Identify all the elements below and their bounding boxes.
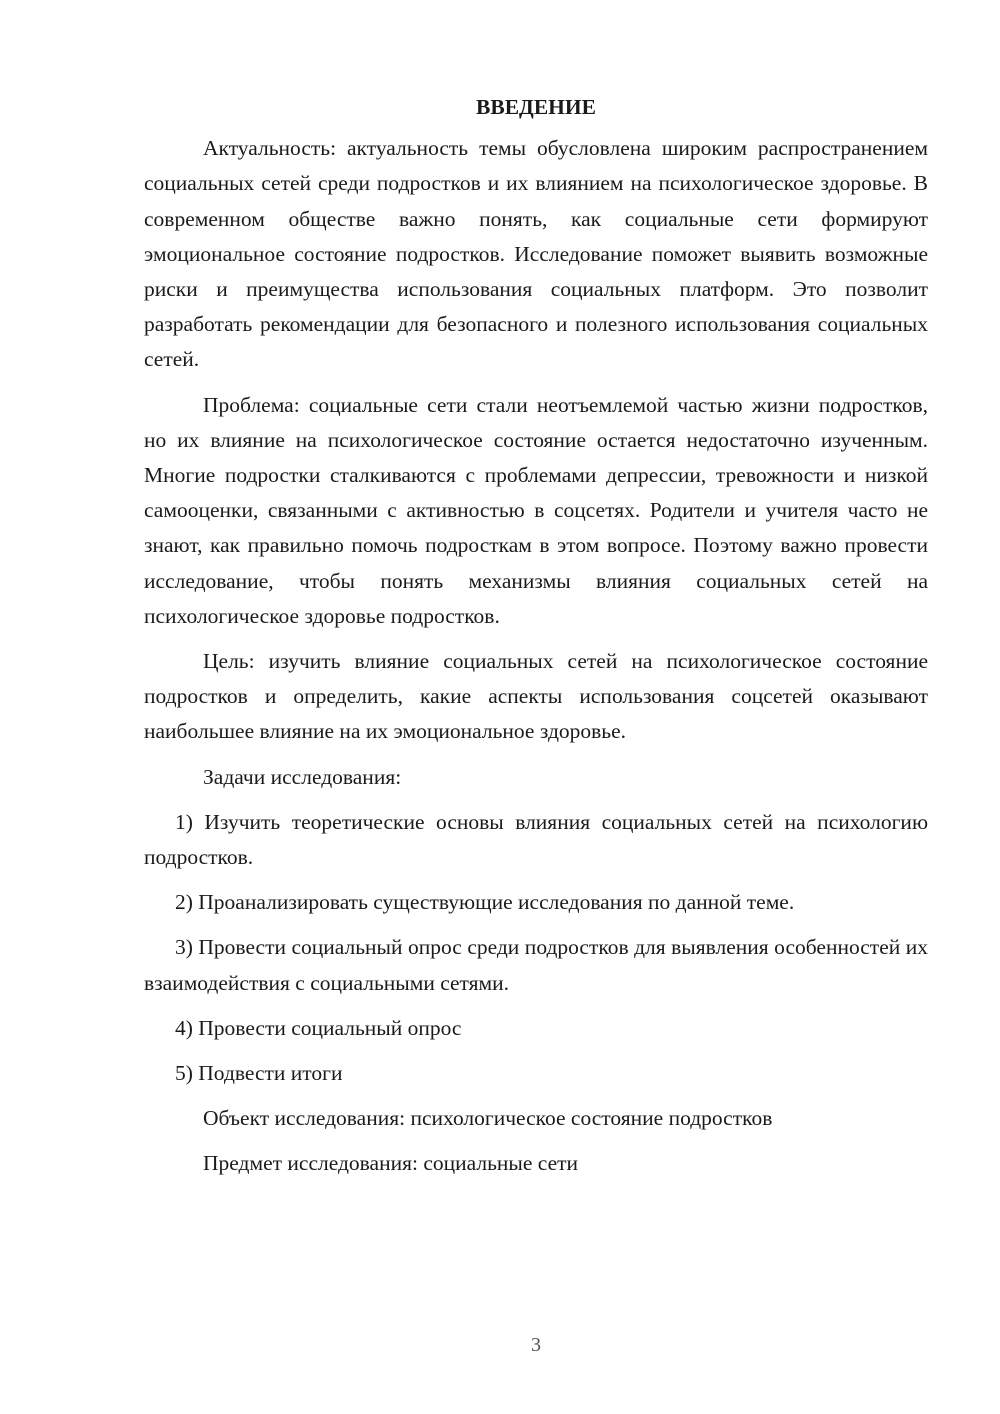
task-item-2: 2) Проанализировать существующие исследования по данной теме.	[175, 890, 795, 915]
research-subject: Предмет исследования: социальные сети	[203, 1151, 579, 1176]
task-item-1: 1) Изучить теоретические основы влияния социальных сетей на психологию подростков.	[144, 809, 928, 870]
research-object: Объект исследования: психологическое состояние подростков	[203, 1106, 773, 1131]
task-item-3: 3) Провести социальный опрос среди подростков для выявления особенностей их взаимодействия с социальными сетями.	[144, 935, 928, 995]
task-item-4: 4) Провести социальный опрос	[175, 1015, 462, 1040]
page-content	[144, 90, 928, 1192]
problem-paragraph: Проблема: социальные сети стали неотъемлемой частью жизни подростков, но их влияние на психологическое состояние остается недостаточно изученным. Многие подростки сталкиваются с проблемами депрессии, тревожности и низкой самооценки, связанными с активностью в соцсетях. Родители и учителя часто не знают, как правильно помочь подросткам в этом вопросе. Поэтому важно провести исследование, чтобы понять механизмы влияния социальных сетей на психологическое здоровье подростков.	[144, 392, 928, 628]
section-heading: ВВЕДЕНИЕ	[476, 95, 596, 119]
task-item-5: 5) Подвести итоги	[175, 1061, 343, 1086]
relevance-paragraph: Актуальность: актуальность темы обусловлена широким распространением социальных сетей среди подростков и их влиянием на психологическое здоровье. В современном обществе важно понять, как социальные сети формируют эмоциональное состояние подростков. Исследование поможет выявить возможные риски и преимущества использования социальных платформ. Это позволит разработать рекомендации для безопасного и полезного использования социальных сетей.	[144, 136, 928, 372]
goal-paragraph: Цель: изучить влияние социальных сетей на психологическое состояние подростков и определить, какие аспекты использования соцсетей оказывают наибольшее влияние на их эмоциональное здоровье.	[144, 649, 928, 744]
page-number: 3	[531, 1334, 541, 1356]
tasks-title: Задачи исследования:	[203, 764, 402, 789]
